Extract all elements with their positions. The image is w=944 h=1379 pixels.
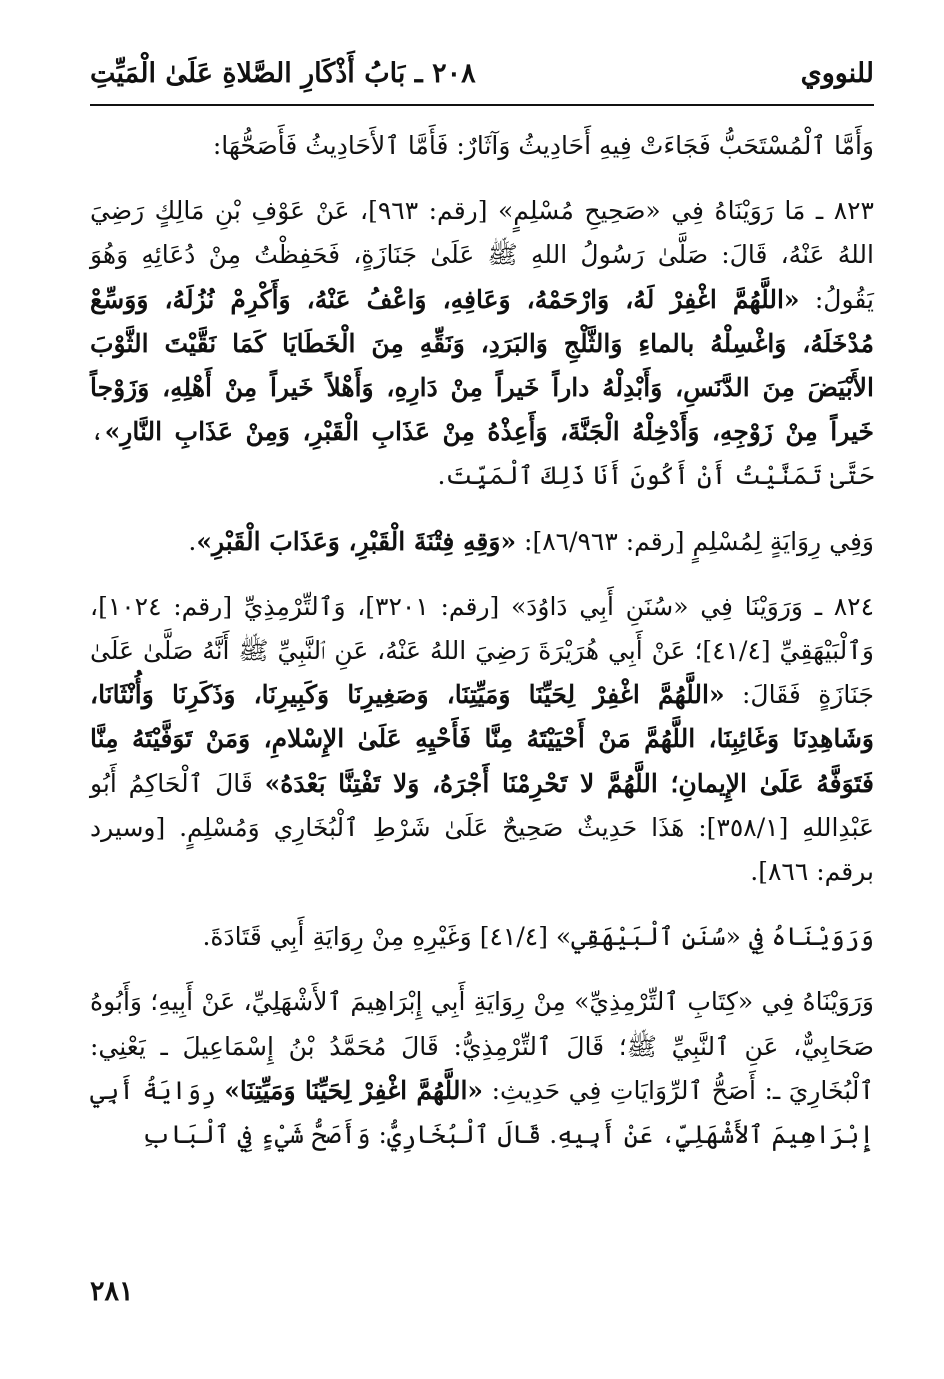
text-segment: وَرَوَيْنَاهُ فِي «كِتَابِ ٱلتِّرْمِذِيِّ» مِنْ رِوَايَةِ أَبِي إِبْرَاهِيمَ ٱلأَشْهَلِيِّ، عَنْ أَبِيهِ؛ وَأَبُوهُ صَحَابِيٌّ، عَنِ ٱلنَّبِيِّ ﷺ؛ قَالَ ٱلتِّرْمِذِيُّ: قَالَ مُحَمَّدُ بْنُ إِسْمَاعِيلَ ـ يَعْنِي: ٱلْبُخَارِيَ ـ: أَصَحُّ ٱلرِّوَايَاتِ فِي حَدِيثِ: [90,987,874,1105]
body-text [90,124,874,1157]
hadith-text: «وَقِهِ فِتْنَةَ الْقَبْرِ، وَعَذَابَ الْقَبْرِ» [196,526,517,556]
hadith-text: «اللَّهُمَّ اغْفِرْ لِحَيِّنَا وَمَيِّتِنَا، وَصَغِيرِنَا وَكَبِيرِنَا، وَذَكَرِنَا وَأُنْثَانَا، وَشَاهِدِنَا وَغَائِبِنَا، اللَّهُمَّ مَنْ أَحْيَيْتَهُ مِنَّا فَأَحْيِهِ عَلَىٰ الإِسْلامِ، وَمَنْ تَوَفَّيْتَهُ مِنَّا فَتَوَفَّهُ عَلَىٰ الإِيمانِ؛ اللَّهُمَّ لا تَحْرِمْنَا أَجْرَهُ، وَلا تَفْتِنَّا بَعْدَهُ» [90,680,874,798]
hadith-text: «اللَّهُمَّ اغْفِرْ لَهُ، وَارْحَمْهُ، وَعَافِهِ، وَاعْفُ عَنْهُ، وَأَكْرِمْ نُزُلَهُ، وَوَسِّعْ مُدْخَلَهُ، وَاغْسِلْهُ بالماءِ وَالثَّلْجِ وَالبَرَدِ، وَنَقِّهِ مِنَ الْخَطَايَا كَمَا نَقَّيْتَ الثَّوْبَ الأَبْيَضَ مِنَ الدَّنَسِ، وَأَبْدِلْهُ داراً خَيراً مِنْ دَارِهِ، وَأَهْلاً خَيراً مِنْ أَهْلِهِ، وَزَوْجاً خَيراً مِنْ زَوْجِهِ، وَأَدْخِلْهُ الْجَنَّةَ، وَأَعِذْهُ مِنْ عَذَابِ الْقَبْرِ، وَمِنْ عَذَابِ النَّارِ» [90,284,874,447]
text-segment: رِوَايَةُ أَبِي إِبْرَاهِيمَ ٱلأَشْهَلِيِّ، عَنْ أَبِيهِ. قَالَ ٱلْبُخَارِيُّ: وَأَصَحُّ شَيْءٍ فِي ٱلْبَابِ [90,1075,874,1150]
text-segment: ٨٢٤ ـ وَرَوَيْنَا فِي «سُنَنِ أَبِي دَاوُدَ» [رقم: ٣٢٠١]، وَٱلتِّرْمِذِيِّ [رقم: ١٠٢٤]، وَٱلْبَيْهَقِيِّ [٤١/٤]؛ عَنْ أَبِي هُرَيْرَةَ رَضِيَ اللهُ عَنْهُ، عَنِ ٱلنَّبِيِّ ﷺ أَنَّهُ صَلَّىٰ عَلَىٰ جَنَازَةٍ فَقَالَ: [90,591,875,710]
running-header [90,44,874,104]
text-segment: وَأَمَّا ٱلْمُسْتَحَبُّ فَجَاءَتْ فِيهِ أَحَادِيثُ وَآثَارٌ: فَأَمَّا ٱلأَحَادِيثُ فَأَصَحُّهَا: [212,131,874,160]
text-segment: قَالَ ٱلْحَاكِمُ أَبُو عَبْدِاللهِ [٣٥٨/١]: هَذَا حَدِيثٌ صَحِيحٌ عَلَىٰ شَرْطِ ٱلْبُخَارِي وَمُسْلِمٍ. [وسيرد برقم: ٨٦٦]. [90,768,875,887]
hadith-text: «اللَّهُمَّ اغْفِرْ لِحَيِّنَا وَمَيِّتِنَا» [224,1075,484,1105]
paragraph-hadith-823 [90,189,874,498]
header-rule [90,104,874,106]
paragraph-intro [90,124,874,168]
text-segment: ٨٢٣ ـ مَا رَوَيْنَاهُ فِي «صَحِيحِ مُسْلِمٍ» [رقم: ٩٦٣]، عَنْ عَوْفِ بْنِ مَالِكٍ رَضِيَ اللهُ عَنْهُ، قَالَ: صَلَّىٰ رَسُولُ اللهِ ﷺ عَلَىٰ جَنَازَةٍ، فَحَفِظْتُ مِنْ دُعَائِهِ وَهُوَ يَقُولُ: [90,196,874,314]
text-segment: . [188,526,197,556]
page-number: ٢٨١ [90,1276,134,1307]
paragraph-hadith-824 [90,585,874,894]
paragraph-tirmidhi-narration [90,980,874,1157]
header-chapter-title: ٢٠٨ ـ بَابُ أَذْكَارِ الصَّلاةِ عَلَىٰ الْمَيِّتِ [90,58,476,89]
text-segment: وَفِي رِوَايَةٍ لِمُسْلِمٍ [رقم: ٨٦/٩٦٣]: [516,526,874,556]
paragraph-bayhaqi-narration [90,915,874,959]
paragraph-muslim-narration [90,520,874,564]
text-segment: ، حَتَّىٰ تَمَنَّيْتُ أَنْ أَكُونَ أَنَا ذَلِكَ ٱلْمَيِّتَ. [90,417,874,491]
text-segment: وَرَوَيْنَاهُ فِي «سُنَنِ ٱلْبَيْهَقِي» [٤١/٤] وَغَيْرِهِ مِنْ رِوَايَةِ أَبِي قَتَادَةَ. [202,922,874,952]
book-page [90,44,874,1379]
header-author: للنووي [800,58,874,89]
